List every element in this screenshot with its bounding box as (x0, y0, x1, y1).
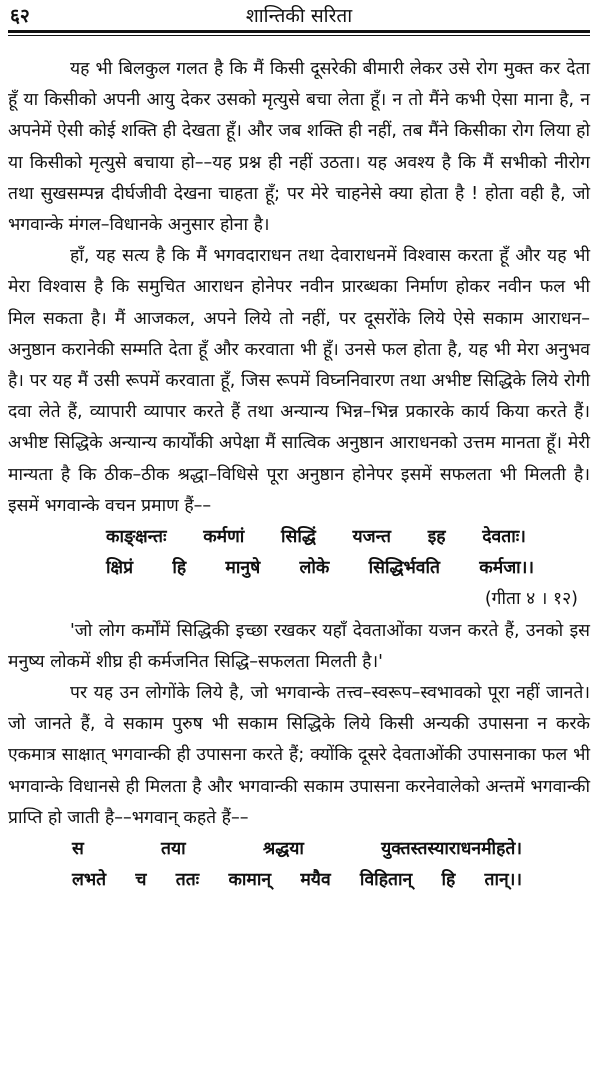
verse-1 (8, 522, 590, 584)
verse-word: कर्मजा।। (479, 558, 534, 579)
verse-word: ततः (175, 870, 200, 891)
verse-word: मानुषे (225, 558, 261, 579)
body-text (8, 54, 590, 896)
verse-1-line-2 (106, 553, 534, 584)
verse-word: यजन्त (352, 527, 392, 548)
header-rule-thin (8, 35, 590, 36)
header-rule-thick (8, 30, 590, 33)
running-head (8, 0, 590, 30)
verse-word: इह (427, 527, 446, 548)
verse-word: सिद्धिर्भवति (368, 558, 441, 579)
verse-2-line-2 (72, 865, 522, 896)
verse-1-line-1 (106, 522, 526, 553)
verse-word: सिद्धिं (280, 527, 316, 548)
verse-citation: (गीता ४ । १२) (484, 589, 578, 610)
verse-2-line-1 (72, 834, 522, 865)
verse-word: काङ्क्षन्तः (106, 527, 167, 548)
page-number: ६२ (10, 5, 30, 27)
verse-2 (8, 834, 590, 896)
paragraph-3: पर यह उन लोगोंके लिये है, जो भगवान्के तत्त्व–स्वरूप–स्वभावको पूरा नहीं जानते। जो जानते हैं, वे सकाम पुरुष भी सकाम सिद्धिके लिये किसी अन्यकी उपासना न करके एकमात्र साक्षात् भगवान्की ही उपासना करते हैं; क्योंकि दूसरे देवताओंकी उपासनाका फल भी भगवान्के विधानसे ही मिलता है और भगवान्की सकाम उपासना करनेवालेको अन्तमें भगवान्की प्राप्ति हो जाती है––भगवान् कहते हैं–– (8, 683, 590, 828)
verse-word: युक्तस्तस्याराधनमीहते। (381, 839, 522, 860)
verse-word: कामान् (228, 870, 272, 891)
verse-word: कर्मणां (203, 527, 245, 548)
verse-word: क्षिप्रं (106, 558, 134, 579)
paragraph-1: यह भी बिलकुल गलत है कि मैं किसी दूसरेकी बीमारी लेकर उसे रोग मुक्त कर देता हूँ या किसीको अपनी आयु देकर उसको मृत्युसे बचा लेता हूँ। न तो मैंने कभी ऐसा माना है, न अपनेमें ऐसी कोई शक्ति ही देखता हूँ। और जब शक्ति ही नहीं, तब मैंने किसीका रोग लिया हो या किसीको मृत्युसे बचाया हो––यह प्रश्न ही नहीं उठता। यह अवश्य है कि मैं सभीको नीरोग तथा सुखसम्पन्न दीर्घजीवी देखना चाहता हूँ; पर मेरे चाहनेसे क्या होता है ! होता वही है, जो भगवान्के मंगल–विधानके अनुसार होना है। (8, 59, 590, 236)
verse-word: देवताः। (482, 527, 526, 548)
verse-translation: 'जो लोग कर्मोंमें सिद्धिकी इच्छा रखकर यहाँ देवताओंका यजन करते हैं, उनको इस मनुष्य लोकमें शीघ्र ही कर्मजनित सिद्धि–सफलता मिलती है।' (8, 620, 590, 672)
verse-word: हि (172, 558, 187, 579)
verse-word: लभते (72, 870, 107, 891)
verse-word: श्रद्धया (262, 839, 304, 860)
verse-word: तया (161, 839, 186, 860)
verse-word: मयैव (300, 870, 331, 891)
verse-word: स (72, 839, 84, 860)
verse-word: विहितान् (359, 870, 413, 891)
verse-word: लोके (299, 558, 330, 579)
verse-word: च (135, 870, 147, 891)
verse-word: तान्।। (484, 870, 522, 891)
verse-word: हि (441, 870, 456, 891)
paragraph-2: हाँ, यह सत्य है कि मैं भगवदाराधन तथा देवाराधनमें विश्वास करता हूँ और यह भी मेरा विश्वास है कि समुचित आराधन होनेपर नवीन प्रारब्धका निर्माण होकर नवीन फल भी मिल सकता है। मैं आजकल, अपने लिये तो नहीं, पर दूसरोंके लिये ऐसे सकाम आराधन–अनुष्ठान करानेकी सम्मति देता हूँ और करवाता भी हूँ। उनसे फल होता है, यह भी मेरा अनुभव है। पर यह मैं उसी रूपमें करवाता हूँ, जिस रूपमें विघ्ननिवारण तथा अभीष्ट सिद्धिके लिये रोगी दवा लेते हैं, व्यापारी व्यापार करते हैं तथा अन्यान्य भिन्न–भिन्न प्रकारके कार्य किया करते हैं। अभीष्ट सिद्धिके अन्यान्य कार्योंकी अपेक्षा मैं सात्विक अनुष्ठान आराधनको उत्तम मानता हूँ। मेरी मान्यता है कि ठीक–ठीक श्रद्धा–विधिसे पूरा अनुष्ठान होनेपर इसमें सफलता भी मिलती है। इसमें भगवान्के वचन प्रमाण हैं–– (8, 246, 590, 516)
running-title: शान्तिकी सरिता (245, 5, 353, 27)
